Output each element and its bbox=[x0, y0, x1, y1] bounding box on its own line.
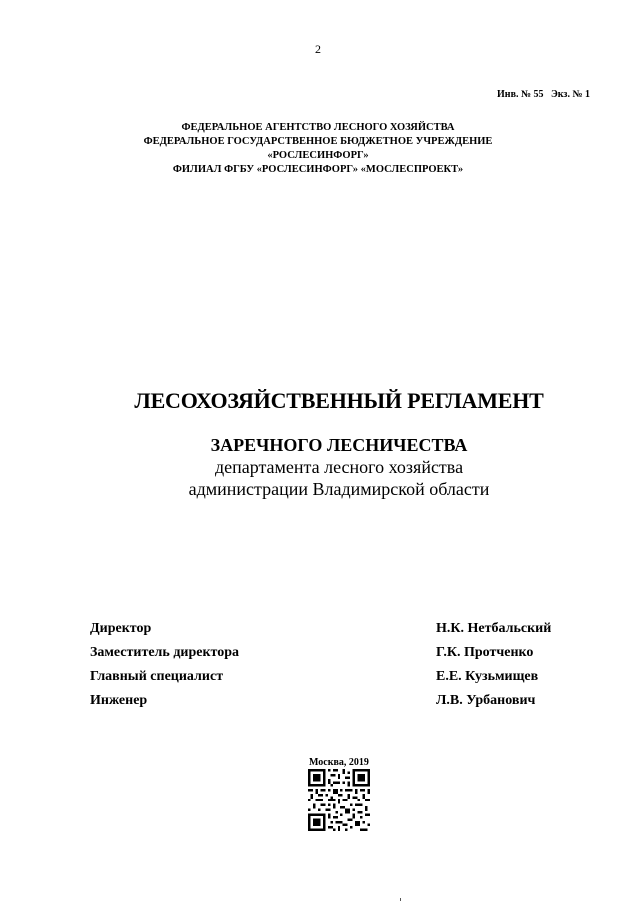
agency-header bbox=[0, 121, 636, 177]
signature-name: Л.В. Урбанович bbox=[436, 693, 536, 708]
signature-name: Г.К. Протченко bbox=[436, 645, 534, 660]
administration-line: администрации Владимирской области bbox=[188, 479, 490, 499]
agency-header-line-2: ФЕДЕРАЛЬНОЕ ГОСУДАРСТВЕННОЕ БЮДЖЕТНОЕ УЧРЕЖДЕНИЕ bbox=[143, 136, 493, 147]
place-date: Москва, 2019 bbox=[309, 757, 369, 768]
agency-header-line-3: «РОСЛЕСИНФОРГ» bbox=[267, 150, 369, 161]
signature-position: Директор bbox=[90, 621, 152, 636]
signature-row bbox=[90, 645, 560, 669]
signature-row bbox=[90, 621, 560, 645]
signature-name: Н.К. Нетбальский bbox=[436, 621, 552, 636]
qr-code-icon bbox=[308, 769, 370, 831]
page-number: 2 bbox=[315, 42, 321, 56]
signature-position: Главный специалист bbox=[90, 669, 224, 684]
signature-row bbox=[90, 669, 560, 693]
subtitle-block bbox=[0, 434, 636, 500]
signature-block bbox=[90, 621, 560, 717]
agency-header-line-1: ФЕДЕРАЛЬНОЕ АГЕНТСТВО ЛЕСНОГО ХОЗЯЙСТВА bbox=[181, 122, 455, 133]
forestry-name: ЗАРЕЧНОГО ЛЕСНИЧЕСТВА bbox=[210, 435, 468, 455]
scan-mark bbox=[400, 898, 401, 901]
document-title: ЛЕСОХОЗЯЙСТВЕННЫЙ РЕГЛАМЕНТ bbox=[134, 388, 544, 413]
signature-position: Инженер bbox=[90, 693, 148, 708]
signature-name: Е.Е. Кузьмищев bbox=[436, 669, 539, 684]
signature-row bbox=[90, 693, 560, 717]
inventory-number: Инв. № 55 Экз. № 1 bbox=[497, 89, 590, 100]
agency-header-line-4: ФИЛИАЛ ФГБУ «РОСЛЕСИНФОРГ» «МОСЛЕСПРОЕКТ» bbox=[172, 164, 464, 175]
department-line: департамента лесного хозяйства bbox=[214, 457, 464, 477]
signature-position: Заместитель директора bbox=[90, 645, 240, 660]
